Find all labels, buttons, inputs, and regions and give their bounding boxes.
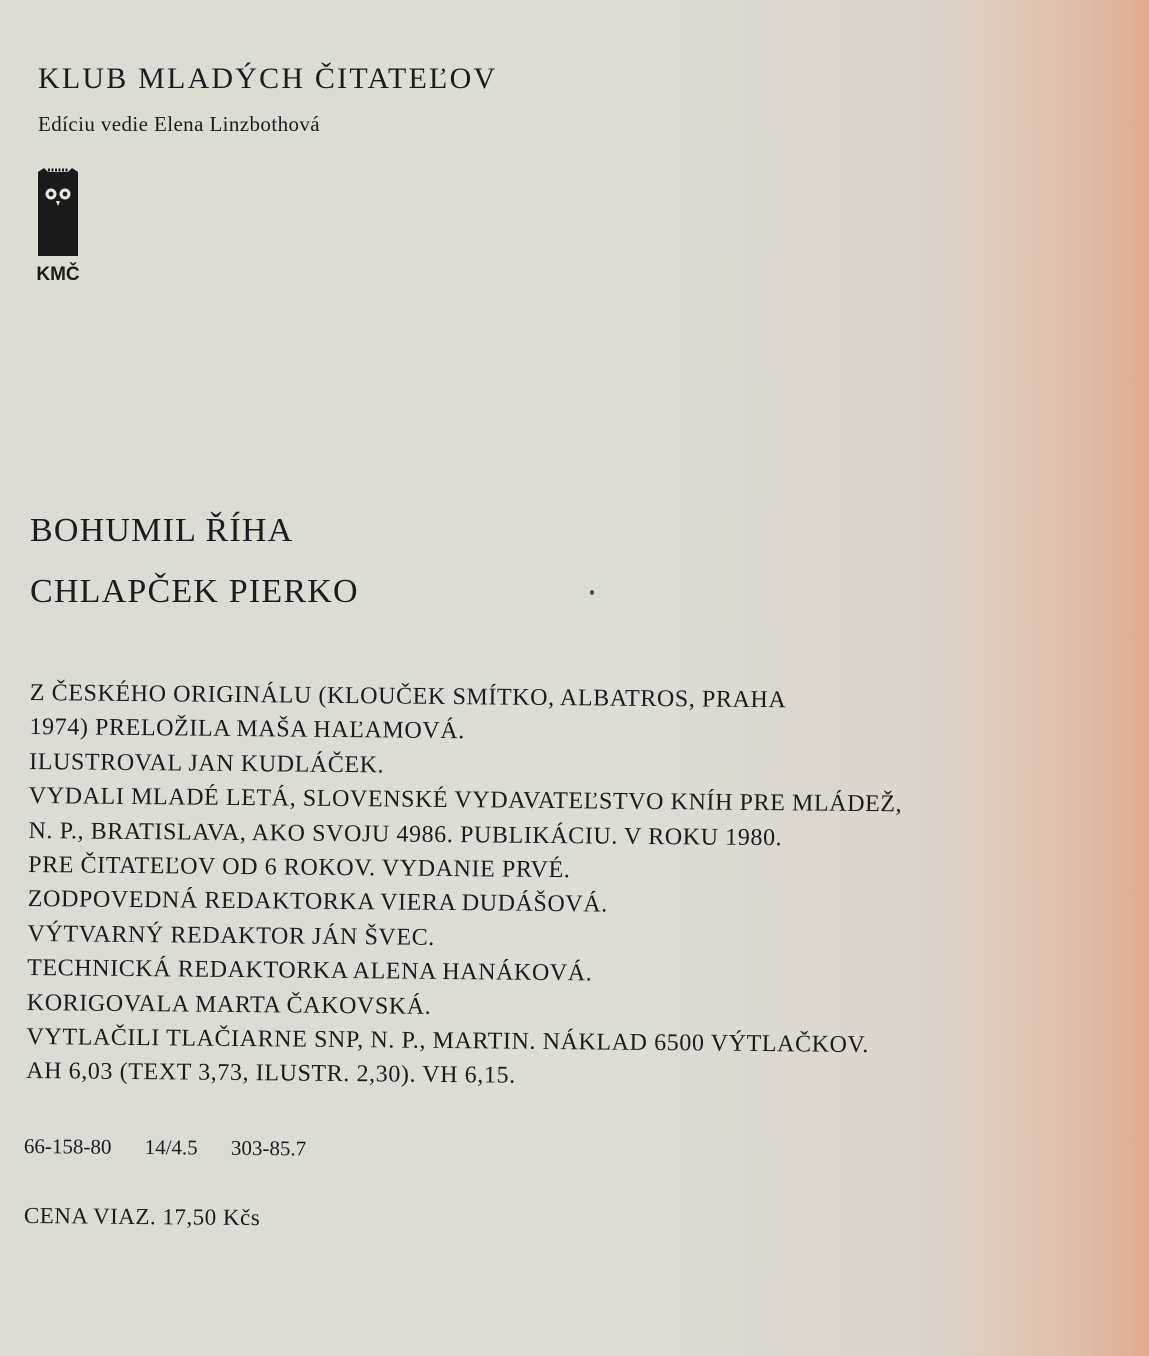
imprint-line: 1974) PRELOŽILA MAŠA HAĽAMOVÁ. [29,714,465,745]
imprint-list [26,676,903,1097]
imprint-line: KORIGOVALA MARTA ČAKOVSKÁ. [26,989,432,1020]
imprint-line: ZODPOVEDNÁ REDAKTORKA VIERA DUDÁŠOVÁ. [27,886,608,918]
imprint-line: VYTLAČILI TLAČIARNE SNP, N. P., MARTIN. NÁKLAD 6500 VÝTLAČKOV. [26,1023,870,1058]
series-title: KLUB MLADÝCH ČITATEĽOV [38,62,498,95]
catalog-codes [24,1134,335,1162]
price-line: CENA VIAZ. 17,50 Kčs [23,1203,261,1231]
catalog-code: 14/4.5 [144,1135,198,1160]
series-editor: Edíciu vedie Elena Linzbothová [38,112,320,136]
owl-icon [38,168,78,256]
imprint-line: N. P., BRATISLAVA, AKO SVOJU 4986. PUBLIKÁCIU. V ROKU 1980. [28,817,783,851]
catalog-code: 303-85.7 [230,1135,307,1161]
imprint-line: Z ČESKÉHO ORIGINÁLU (KLOUČEK SMÍTKO, ALBATROS, PRAHA [29,679,787,714]
catalog-code: 66-158-80 [23,1134,112,1159]
imprint-line: ILUSTROVAL JAN KUDLÁČEK. [29,748,385,779]
paper-speck [590,590,594,595]
imprint-line: TECHNICKÁ REDAKTORKA ALENA HANÁKOVÁ. [27,955,593,987]
imprint-line: VÝTVARNÝ REDAKTOR JÁN ŠVEC. [27,920,435,951]
book-title: CHLAPČEK PIERKO [30,573,359,610]
imprint-line: PRE ČITATEĽOV OD 6 ROKOV. VYDANIE PRVÉ. [28,851,571,884]
kmc-owl-logo [34,166,82,284]
book-author: BOHUMIL ŘÍHA [30,512,294,549]
logo-text: KMČ [36,264,80,284]
imprint-line: AH 6,03 (TEXT 3,73, ILUSTR. 2,30). VH 6,15. [26,1058,516,1089]
imprint-line: VYDALI MLADÉ LETÁ, SLOVENSKÉ VYDAVATEĽSTVO KNÍH PRE MLÁDEŽ, [28,783,903,818]
